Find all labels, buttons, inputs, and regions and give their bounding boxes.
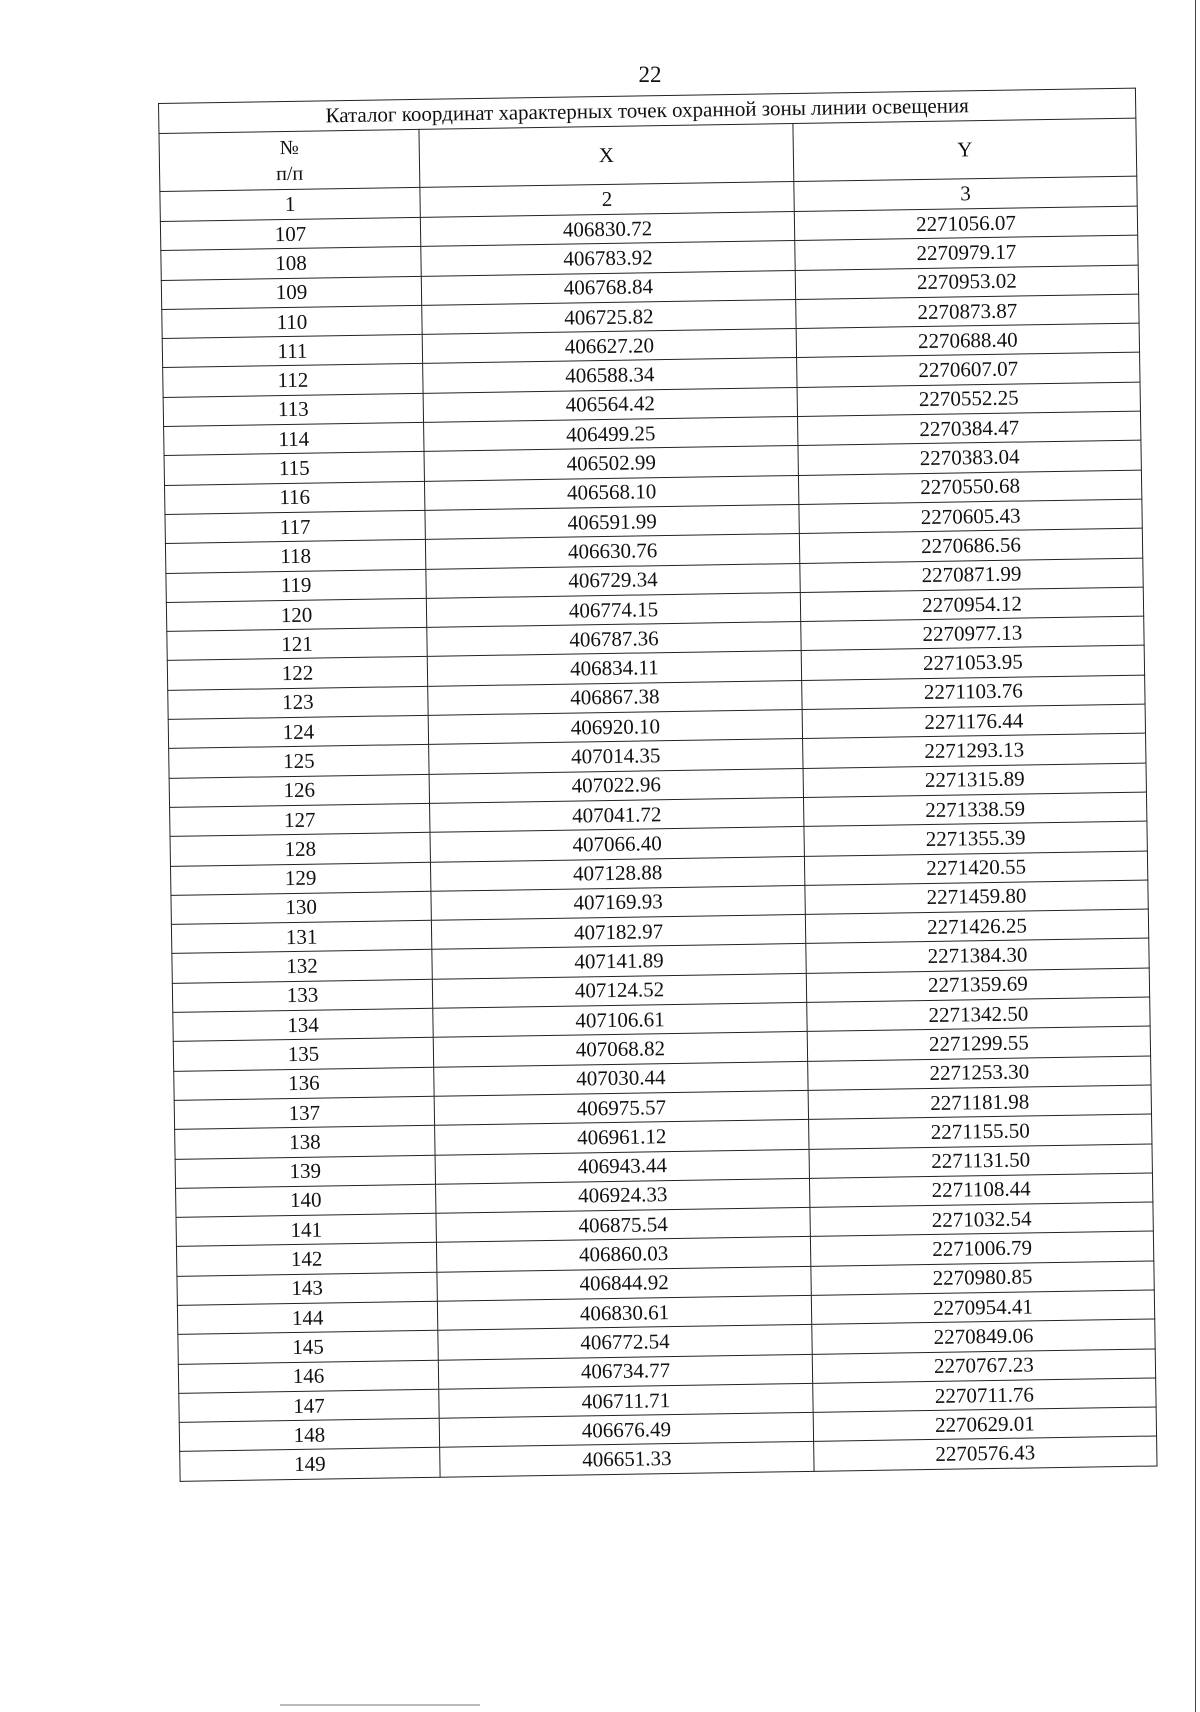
page-number: 22 (638, 62, 662, 87)
point-number-cell: 142 (176, 1243, 436, 1276)
y-coordinate-cell: 2270977.13 (801, 616, 1144, 651)
header-number-symbol: № (279, 136, 299, 159)
point-number-cell: 121 (167, 627, 427, 660)
x-coordinate-cell: 406860.03 (436, 1237, 810, 1272)
y-coordinate-cell: 2270552.25 (797, 382, 1140, 417)
x-coordinate-cell: 406564.42 (423, 387, 797, 422)
x-coordinate-cell: 406834.11 (427, 651, 801, 686)
point-number-cell: 109 (161, 276, 421, 309)
point-number-cell: 112 (163, 364, 423, 397)
point-number-cell: 107 (160, 217, 420, 250)
y-coordinate-cell: 2271155.50 (809, 1114, 1152, 1149)
y-coordinate-cell: 2270980.85 (811, 1261, 1154, 1296)
x-coordinate-cell: 406729.34 (426, 563, 800, 598)
x-coordinate-cell: 406961.12 (435, 1120, 809, 1155)
point-number-cell: 125 (169, 745, 429, 778)
y-coordinate-cell: 2270576.43 (814, 1436, 1157, 1471)
x-coordinate-cell: 407106.61 (433, 1002, 807, 1037)
x-coordinate-cell: 407068.82 (433, 1032, 807, 1067)
point-number-cell: 136 (174, 1067, 434, 1100)
x-coordinate-cell: 406920.10 (428, 710, 802, 745)
table-caption: Каталог координат характерных точек охранной зоны линии освещения (159, 88, 1136, 133)
x-coordinate-cell: 406830.61 (437, 1295, 811, 1330)
x-coordinate-cell: 407022.96 (429, 768, 803, 803)
point-number-cell: 123 (168, 686, 428, 719)
point-number-cell: 144 (177, 1301, 437, 1334)
x-coordinate-cell: 406774.15 (426, 592, 800, 627)
y-coordinate-cell: 2270711.76 (813, 1378, 1156, 1413)
point-number-cell: 119 (166, 569, 426, 602)
y-coordinate-cell: 2271384.30 (806, 938, 1149, 973)
y-coordinate-cell: 2271359.69 (806, 968, 1149, 1003)
point-number-cell: 124 (168, 715, 428, 748)
y-coordinate-cell: 2271032.54 (810, 1202, 1153, 1237)
y-coordinate-cell: 2271181.98 (808, 1085, 1151, 1120)
point-number-cell: 148 (179, 1418, 439, 1451)
x-coordinate-cell: 406783.92 (421, 241, 795, 276)
point-number-cell: 120 (166, 598, 426, 631)
point-number-cell: 143 (177, 1272, 437, 1305)
y-coordinate-cell: 2270384.47 (798, 411, 1141, 446)
point-number-cell: 113 (163, 393, 423, 426)
y-coordinate-cell: 2271006.79 (810, 1231, 1153, 1266)
point-number-cell: 133 (172, 979, 432, 1012)
y-coordinate-cell: 2270686.56 (799, 528, 1142, 563)
point-number-cell: 117 (165, 510, 425, 543)
point-number-cell: 116 (165, 481, 425, 514)
page-edge-line (1195, 0, 1196, 1712)
y-coordinate-cell: 2271420.55 (804, 851, 1147, 886)
point-number-cell: 115 (164, 452, 424, 485)
point-number-cell: 111 (162, 335, 422, 368)
point-number-cell: 126 (169, 774, 429, 807)
x-coordinate-cell: 407124.52 (432, 973, 806, 1008)
point-number-cell: 129 (170, 862, 430, 895)
x-coordinate-cell: 406651.33 (440, 1442, 814, 1477)
x-coordinate-cell: 406768.84 (421, 270, 795, 305)
x-coordinate-cell: 407141.89 (432, 944, 806, 979)
y-coordinate-cell: 2270550.68 (798, 470, 1141, 505)
x-coordinate-cell: 406844.92 (437, 1266, 811, 1301)
point-number-cell: 127 (170, 803, 430, 836)
x-coordinate-cell: 407014.35 (429, 739, 803, 774)
y-coordinate-cell: 2271103.76 (802, 675, 1145, 710)
header-x: X (419, 124, 794, 188)
x-coordinate-cell: 406502.99 (424, 446, 798, 481)
x-coordinate-cell: 406711.71 (439, 1383, 813, 1418)
point-number-cell: 130 (171, 891, 431, 924)
y-coordinate-cell: 2270871.99 (800, 558, 1143, 593)
column-number-3: 3 (794, 176, 1137, 211)
y-coordinate-cell: 2270954.12 (800, 587, 1143, 622)
y-coordinate-cell: 2271299.55 (807, 1026, 1150, 1061)
point-number-cell: 138 (175, 1125, 435, 1158)
x-coordinate-cell: 406725.82 (422, 299, 796, 334)
y-coordinate-cell: 2270953.02 (795, 265, 1138, 300)
scan-artifact (280, 1704, 480, 1706)
y-coordinate-cell: 2271293.13 (803, 733, 1146, 768)
header-number (159, 129, 420, 191)
point-number-cell: 145 (178, 1331, 438, 1364)
x-coordinate-cell: 406787.36 (427, 622, 801, 657)
y-coordinate-cell: 2271338.59 (803, 792, 1146, 827)
x-coordinate-cell: 407169.93 (431, 885, 805, 920)
y-coordinate-cell: 2270873.87 (796, 294, 1139, 329)
point-number-cell: 122 (167, 657, 427, 690)
y-coordinate-cell: 2271253.30 (808, 1056, 1151, 1091)
column-number-1: 1 (160, 187, 420, 221)
point-number-cell: 146 (178, 1360, 438, 1393)
y-coordinate-cell: 2270688.40 (796, 323, 1139, 358)
y-coordinate-cell: 2271108.44 (809, 1173, 1152, 1208)
header-number-abbrev: п/п (275, 162, 304, 185)
y-coordinate-cell: 2270383.04 (798, 440, 1141, 475)
y-coordinate-cell: 2271315.89 (803, 763, 1146, 798)
point-number-cell: 149 (180, 1448, 440, 1481)
y-coordinate-cell: 2270954.41 (811, 1290, 1154, 1325)
x-coordinate-cell: 406568.10 (424, 475, 798, 510)
x-coordinate-cell: 406627.20 (422, 329, 796, 364)
y-coordinate-cell: 2270605.43 (799, 499, 1142, 534)
x-coordinate-cell: 406975.57 (434, 1090, 808, 1125)
x-coordinate-cell: 406588.34 (423, 358, 797, 393)
x-coordinate-cell: 406734.77 (438, 1354, 812, 1389)
y-coordinate-cell: 2270607.07 (797, 353, 1140, 388)
y-coordinate-cell: 2271176.44 (802, 704, 1145, 739)
point-number-cell: 131 (171, 920, 431, 953)
y-coordinate-cell: 2270979.17 (795, 235, 1138, 270)
y-coordinate-cell: 2271342.50 (807, 997, 1150, 1032)
y-coordinate-cell: 2271053.95 (801, 646, 1144, 681)
x-coordinate-cell: 407182.97 (431, 915, 805, 950)
point-number-cell: 140 (176, 1184, 436, 1217)
x-coordinate-cell: 406830.72 (420, 212, 794, 247)
y-coordinate-cell: 2271426.25 (805, 909, 1148, 944)
point-number-cell: 114 (164, 422, 424, 455)
y-coordinate-cell: 2271355.39 (804, 821, 1147, 856)
y-coordinate-cell: 2270849.06 (812, 1319, 1155, 1354)
y-coordinate-cell: 2270629.01 (813, 1407, 1156, 1442)
coordinates-table-body (159, 88, 1158, 1481)
x-coordinate-cell: 406924.33 (436, 1178, 810, 1213)
x-coordinate-cell: 406676.49 (439, 1413, 813, 1448)
x-coordinate-cell: 407066.40 (430, 827, 804, 862)
point-number-cell: 137 (174, 1096, 434, 1129)
x-coordinate-cell: 406867.38 (428, 680, 802, 715)
x-coordinate-cell: 407041.72 (430, 797, 804, 832)
point-number-cell: 110 (162, 305, 422, 338)
y-coordinate-cell: 2271459.80 (805, 880, 1148, 915)
point-number-cell: 141 (176, 1213, 436, 1246)
x-coordinate-cell: 406630.76 (425, 534, 799, 569)
point-number-cell: 108 (161, 247, 421, 280)
header-y: Y (793, 118, 1137, 181)
x-coordinate-cell: 406499.25 (424, 417, 798, 452)
point-number-cell: 132 (172, 950, 432, 983)
x-coordinate-cell: 406772.54 (438, 1325, 812, 1360)
point-number-cell: 134 (173, 1008, 433, 1041)
x-coordinate-cell: 406943.44 (435, 1149, 809, 1184)
x-coordinate-cell: 407030.44 (434, 1061, 808, 1096)
point-number-cell: 128 (170, 833, 430, 866)
x-coordinate-cell: 407128.88 (430, 856, 804, 891)
point-number-cell: 139 (175, 1155, 435, 1188)
x-coordinate-cell: 406875.54 (436, 1207, 810, 1242)
column-number-2: 2 (420, 182, 794, 218)
point-number-cell: 135 (173, 1038, 433, 1071)
point-number-cell: 147 (179, 1389, 439, 1422)
x-coordinate-cell: 406591.99 (425, 504, 799, 539)
y-coordinate-cell: 2270767.23 (812, 1349, 1155, 1384)
coordinates-table (158, 88, 1158, 1482)
point-number-cell: 118 (165, 540, 425, 573)
y-coordinate-cell: 2271131.50 (809, 1144, 1152, 1179)
y-coordinate-cell: 2271056.07 (794, 206, 1137, 241)
